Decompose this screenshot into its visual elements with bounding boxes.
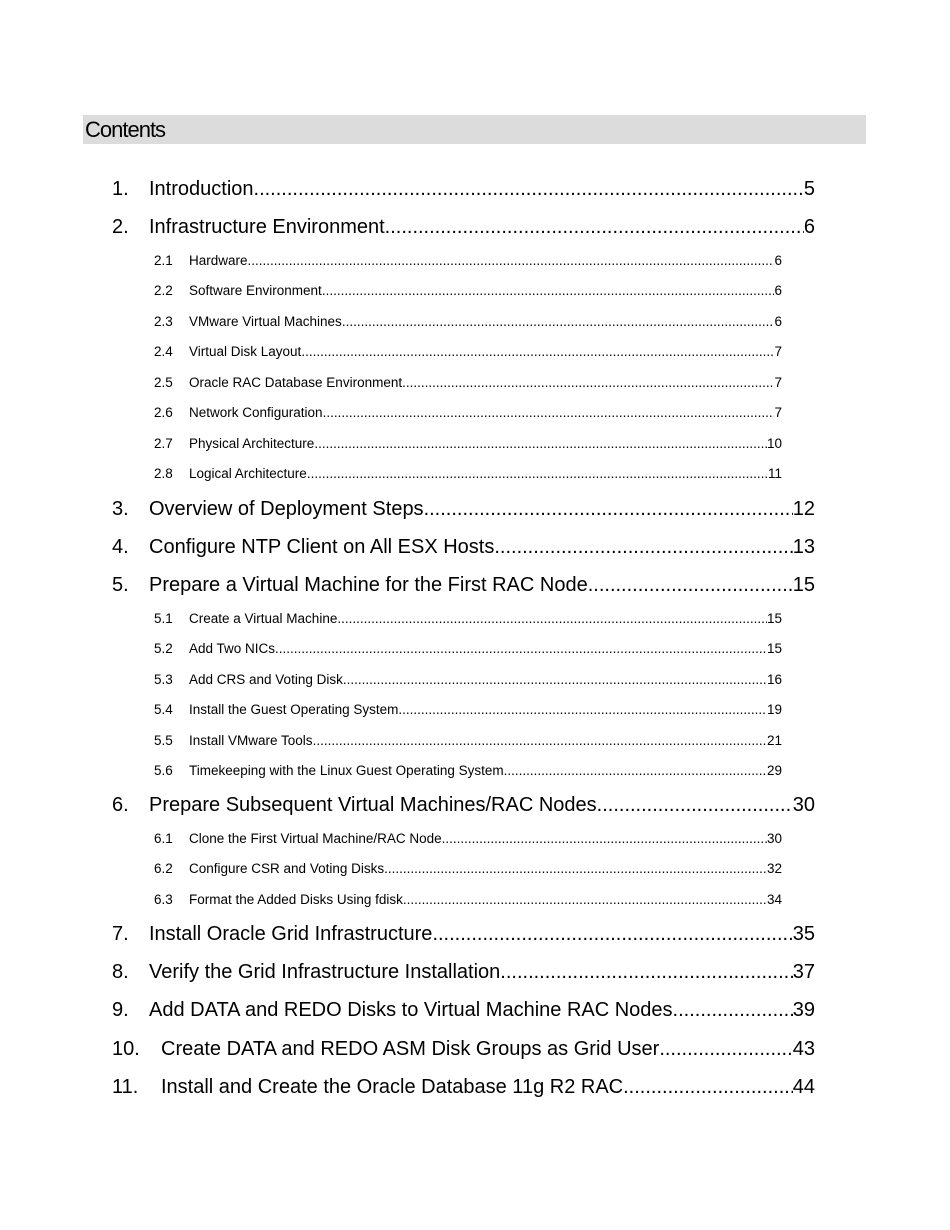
toc-entry-page: 32 — [766, 861, 782, 876]
toc-entry-page: 13 — [792, 536, 815, 558]
toc-entry-title: Install VMware Tools — [189, 733, 313, 748]
toc-entry-number: 6.1 — [154, 831, 173, 846]
toc-subentry[interactable] — [154, 860, 782, 878]
toc-subentry[interactable] — [154, 762, 782, 780]
toc-entry-number: 9. — [112, 999, 129, 1021]
toc-subentry[interactable] — [154, 374, 782, 392]
toc-entry[interactable] — [112, 533, 815, 561]
toc-entry-title: Add Two NICs — [189, 641, 276, 656]
toc-entry-title: VMware Virtual Machines — [189, 314, 342, 329]
toc-entry[interactable] — [112, 213, 815, 241]
toc-entry-page: 43 — [792, 1038, 815, 1060]
toc-entry-title: Verify the Grid Infrastructure Installation — [149, 961, 501, 983]
toc-entry-number: 5.3 — [154, 672, 173, 687]
toc-leader-dots — [307, 465, 768, 483]
toc-entry-number: 5. — [112, 574, 129, 596]
toc-entry[interactable] — [112, 920, 815, 948]
toc-leader-dots — [504, 762, 767, 780]
toc-entry-title: Hardware — [189, 253, 248, 268]
toc-leader-dots — [313, 732, 767, 750]
toc-entry[interactable] — [112, 175, 815, 203]
toc-subentry[interactable] — [154, 732, 782, 750]
toc-entry-page: 34 — [766, 892, 782, 907]
toc-entry-title: Virtual Disk Layout — [189, 344, 302, 359]
toc-entry-number: 6.2 — [154, 861, 173, 876]
toc-subentry[interactable] — [154, 465, 782, 483]
toc-leader-dots — [659, 1035, 792, 1063]
toc-entry[interactable] — [112, 958, 815, 986]
toc-entry-number: 2.6 — [154, 405, 173, 420]
toc-leader-dots — [597, 791, 793, 819]
toc-entry-title: Configure CSR and Voting Disks — [189, 861, 385, 876]
toc-entry-page: 35 — [792, 923, 815, 945]
toc-entry-title: Overview of Deployment Steps — [149, 498, 424, 520]
toc-entry-page: 7 — [774, 375, 782, 390]
toc-entry-page: 11 — [767, 466, 782, 481]
toc-entry-number: 2.2 — [154, 283, 173, 298]
toc-entry-page: 6 — [774, 283, 782, 298]
toc-leader-dots — [337, 610, 767, 628]
toc-entry-page: 29 — [766, 763, 782, 778]
toc-entry-title: Prepare Subsequent Virtual Machines/RAC Nodes — [149, 794, 597, 816]
toc-entry-page: 6 — [774, 253, 782, 268]
toc-entry-title: Format the Added Disks Using fdisk — [189, 892, 403, 907]
toc-entry-number: 2.5 — [154, 375, 173, 390]
toc-entry-number: 6. — [112, 794, 129, 816]
toc-entry-number: 2.8 — [154, 466, 173, 481]
toc-leader-dots — [323, 404, 775, 422]
toc-entry-title: Clone the First Virtual Machine/RAC Node — [189, 831, 442, 846]
toc-entry-title: Introduction — [149, 178, 254, 200]
toc-entry-page: 19 — [766, 702, 782, 717]
toc-entry-title: Network Configuration — [189, 405, 323, 420]
toc-leader-dots — [343, 671, 767, 689]
toc-leader-dots — [248, 252, 775, 270]
toc-entry-number: 8. — [112, 961, 129, 983]
toc-leader-dots — [342, 313, 775, 331]
toc-entry-number: 1. — [112, 178, 129, 200]
toc-subentry[interactable] — [154, 891, 782, 909]
toc-entry-number: 2.7 — [154, 436, 173, 451]
toc-entry-number: 11. — [112, 1076, 139, 1098]
toc-entry-page: 7 — [774, 405, 782, 420]
toc-entry-title: Software Environment — [189, 283, 322, 298]
toc-subentry[interactable] — [154, 435, 782, 453]
toc-entry[interactable] — [112, 791, 815, 819]
toc-entry-page: 39 — [792, 999, 815, 1021]
toc-entry-title: Timekeeping with the Linux Guest Operating System — [189, 763, 504, 778]
toc-entry-title: Install and Create the Oracle Database 11g R2 RAC — [161, 1076, 624, 1098]
toc-entry-number: 5.5 — [154, 733, 173, 748]
toc-entry[interactable] — [112, 495, 815, 523]
toc-leader-dots — [402, 374, 774, 392]
toc-leader-dots — [588, 571, 793, 599]
toc-leader-dots — [385, 213, 804, 241]
toc-entry-page: 37 — [792, 961, 815, 983]
toc-entry-title: Prepare a Virtual Machine for the First RAC Node — [149, 574, 588, 596]
toc-entry-page: 6 — [803, 216, 815, 238]
toc-subentry[interactable] — [154, 252, 782, 270]
toc-entry-number: 5.6 — [154, 763, 173, 778]
toc-entry-number: 10. — [112, 1038, 140, 1060]
toc-entry-page: 44 — [792, 1076, 815, 1098]
toc-leader-dots — [432, 920, 792, 948]
toc-subentry[interactable] — [154, 282, 782, 300]
toc-entry-page: 21 — [766, 733, 782, 748]
toc-entry-title: Logical Architecture — [189, 466, 307, 481]
toc-leader-dots — [500, 958, 792, 986]
toc-entry-page: 30 — [766, 831, 782, 846]
toc-leader-dots — [398, 701, 767, 719]
toc-subentry[interactable] — [154, 343, 782, 361]
toc-leader-dots — [301, 343, 774, 361]
toc-entry-number: 2.3 — [154, 314, 173, 329]
toc-subentry[interactable] — [154, 671, 782, 689]
toc-entry-number: 5.2 — [154, 641, 173, 656]
toc-entry-page: 16 — [766, 672, 782, 687]
toc-entry-title: Create a Virtual Machine — [189, 611, 338, 626]
toc-leader-dots — [275, 640, 767, 658]
toc-entry-number: 7. — [112, 923, 129, 945]
toc-subentry[interactable] — [154, 404, 782, 422]
toc-leader-dots — [314, 435, 767, 453]
toc-entry-number: 5.4 — [154, 702, 173, 717]
toc-entry-page: 15 — [766, 641, 782, 656]
toc-entry[interactable] — [112, 571, 815, 599]
toc-leader-dots — [673, 996, 793, 1024]
page-title: Contents — [85, 117, 166, 142]
toc-entry[interactable] — [112, 1073, 815, 1101]
toc-entry-title: Create DATA and REDO ASM Disk Groups as Grid User — [161, 1038, 660, 1060]
toc-entry-number: 6.3 — [154, 892, 173, 907]
toc-subentry[interactable] — [154, 610, 782, 628]
toc-entry-page: 12 — [792, 498, 815, 520]
toc-entry-title: Install Oracle Grid Infrastructure — [149, 923, 433, 945]
toc-leader-dots — [403, 891, 767, 909]
toc-leader-dots — [254, 175, 804, 203]
toc-subentry[interactable] — [154, 830, 782, 848]
toc-entry-page: 7 — [774, 344, 782, 359]
toc-subentry[interactable] — [154, 701, 782, 719]
toc-entry-page: 30 — [792, 794, 815, 816]
toc-entry-number: 3. — [112, 498, 129, 520]
toc-leader-dots — [494, 533, 792, 561]
toc-entry-number: 2.1 — [154, 253, 173, 268]
toc-leader-dots — [442, 830, 767, 848]
toc-entry-page: 15 — [766, 611, 782, 626]
toc-leader-dots — [424, 495, 793, 523]
toc-subentry[interactable] — [154, 640, 782, 658]
toc-entry-number: 2.4 — [154, 344, 173, 359]
toc-leader-dots — [623, 1073, 793, 1101]
toc-entry-page: 6 — [774, 314, 782, 329]
toc-entry-page: 15 — [792, 574, 815, 596]
toc-entry-number: 2. — [112, 216, 129, 238]
toc-entry-title: Oracle RAC Database Environment — [189, 375, 403, 390]
toc-entry-title: Install the Guest Operating System — [189, 702, 399, 717]
toc-entry-number: 5.1 — [154, 611, 173, 626]
toc-entry-title: Add CRS and Voting Disk — [189, 672, 343, 687]
toc-entry-number: 4. — [112, 536, 129, 558]
toc-entry-title: Physical Architecture — [189, 436, 315, 451]
toc-entry-title: Infrastructure Environment — [149, 216, 385, 238]
toc-entry-title: Add DATA and REDO Disks to Virtual Machine RAC Nodes — [149, 999, 673, 1021]
toc-leader-dots — [322, 282, 775, 300]
toc-subentry[interactable] — [154, 313, 782, 331]
toc-entry[interactable] — [112, 996, 815, 1024]
toc-entry[interactable] — [112, 1035, 815, 1063]
toc-entry-page: 5 — [803, 178, 815, 200]
toc-leader-dots — [384, 860, 767, 878]
toc-entry-title: Configure NTP Client on All ESX Hosts — [149, 536, 495, 558]
toc-entry-page: 10 — [766, 436, 782, 451]
